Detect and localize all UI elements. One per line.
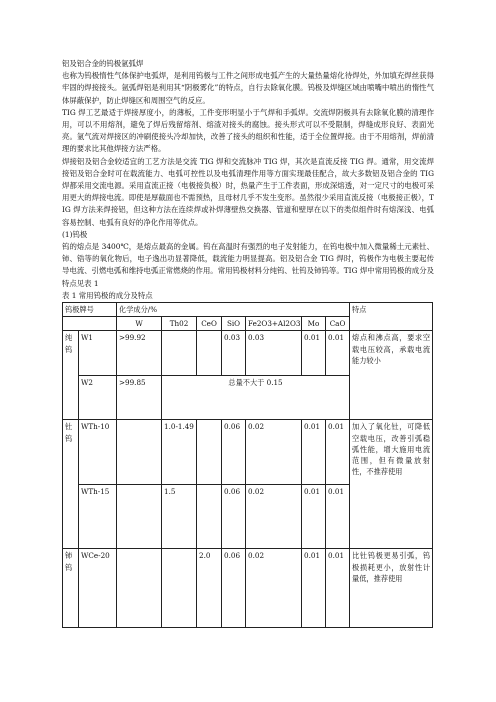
cell-fe: 0.02	[246, 484, 302, 549]
subheader-sio: SiO	[222, 317, 246, 331]
subheader-tho2: Th02	[162, 317, 197, 331]
group-pure-tungsten: 纯钨	[63, 331, 79, 420]
doc-title: 铝及铝合金的钨极氩弧焊	[62, 59, 144, 68]
paragraph-intro: 也称为钨极惰性气体保护电弧焊，是利用钨极与工件之间形成电弧产生的大量热量熔化待焊处，外加填充焊丝获得牢固的焊接接头。氩弧焊铝是利用其“阴极雾化”的特点，自行去除氧化膜。钨极及焊缝区域由喷嘴中喷出的惰性气体屏蔽保护，防止焊缝区和周围空气的反应。	[62, 71, 434, 105]
cell-w	[117, 549, 162, 628]
cell-w	[117, 484, 162, 549]
cell-fe: 0.02	[246, 549, 302, 628]
header-feature: 特点	[350, 303, 433, 331]
cell-grade: W1	[79, 331, 117, 376]
cell-sio: 0.06	[222, 484, 246, 549]
cell-mo: 0.01	[302, 549, 326, 628]
table-caption: 表 1 常用钨极的成分及特点	[62, 290, 153, 300]
document-page	[62, 58, 434, 628]
cell-fe: 0.03	[246, 331, 302, 376]
cell-ceo: 2.0	[197, 549, 222, 628]
feature-pure-tungsten: 熔点和沸点高，要求空载电压较高，承载电流能力较小	[350, 331, 433, 420]
cell-tho2	[162, 549, 197, 628]
cell-mo: 0.01	[302, 331, 326, 376]
cell-sio: 0.03	[222, 331, 246, 376]
cell-ceo	[197, 420, 222, 485]
subheader-mo: Mo	[302, 317, 326, 331]
cell-mo: 0.01	[302, 420, 326, 485]
cell-w: >99.92	[117, 331, 162, 376]
cell-cao: 0.01	[326, 549, 350, 628]
group-ceriated-tungsten: 铈钨	[63, 549, 79, 628]
table-row	[63, 331, 433, 376]
cell-grade: W2	[79, 375, 117, 420]
cell-cao: 0.01	[326, 331, 350, 376]
cell-tho2: 1.0-1.49	[162, 420, 197, 485]
cell-cao: 0.01	[326, 484, 350, 549]
subheader-cao: CaO	[326, 317, 350, 331]
section-heading-tungsten: (1)钨极	[62, 229, 88, 239]
subheader-w: W	[117, 317, 162, 331]
paragraph-tig-process: TIG 焊工艺最适于焊接厚度小，的薄板，工件变形明显小于气焊和手弧焊。交流焊阴极具有去除氧化膜的清理作用，可以不用熔剂，避免了焊后残留熔剂、熔渣对接头的腐蚀。接头形式可以不受限制，焊缝成形良好、表面光亮。氩气流对焊接区的冲刷使接头冷却加快，改善了接头的组织和性能，适于全位置焊接。由于不用熔剂，焊前清理的要求比其他焊接方法严格。	[62, 107, 434, 154]
table-row	[63, 549, 433, 628]
cell-fe: 0.02	[246, 420, 302, 485]
paragraph-tungsten: 钨的熔点是 3400℃，是熔点最高的金属。钨在高温时有强烈的电子发射能力，在钨电极中加入微量稀土元素钍、铈、锆等的氧化物后，电子逸出功显著降低，载流能力明显提高。铝及铝合金 TIG 焊时，钨极作为电极主要起传导电流、引燃电弧和维持电弧正常燃烧的作用。常用钨极材料分纯钨、钍钨及铈钨等。TIG 焊中常用钨极的成分及特点见表 1	[62, 242, 434, 288]
header-composition: 化学成分/%	[117, 303, 350, 317]
cell-w	[117, 420, 162, 485]
table-header-row	[63, 303, 433, 317]
paragraph-ac-dc: 焊接铝及铝合金较适宜的工艺方法是交流 TIG 焊和交流脉冲 TIG 焊，其次是直流反接 TIG 焊。通常，用交流焊接铝及铝合金时可在载流能力、电弧可控性以及电弧清理作用等方面实现最佳配合，故大多数铝及铝合金的 TIG 焊都采用交流电源。采用直流正接（电极接负极）时，热量产生于工件表面，形成深熔透，对一定尺寸的电极可采用更大的焊接电流。即使是厚截面也不需预热，且母材几乎不发生变形。虽然很少采用直流反接（电极接正极），TIG 焊方法来焊接铝，但这种方法在连续焊或补焊薄壁热交换器、管道和壁厚在以下的类似组件时有熔深浅、电弧容易控制、电弧有良好的净化作用等优点。	[62, 156, 434, 227]
group-thoriated-tungsten: 钍钨	[63, 420, 79, 549]
cell-mo: 0.01	[302, 484, 326, 549]
cell-w: >99.85	[117, 375, 162, 420]
cell-grade: WCe-20	[79, 549, 117, 628]
cell-cao: 0.01	[326, 420, 350, 485]
cell-sio: 0.06	[222, 420, 246, 485]
cell-grade: WTh-15	[79, 484, 117, 549]
cell-merged-total: 总量不大于 0.15	[162, 375, 350, 420]
electrode-composition-table	[62, 302, 433, 628]
cell-ceo	[197, 331, 222, 376]
cell-grade: WTh-10	[79, 420, 117, 485]
feature-ceriated-tungsten: 比钍钨极更易引弧，钨极损耗更小，放射性计量低，推荐使用	[350, 549, 433, 628]
cell-tho2: 1.5	[162, 484, 197, 549]
cell-tho2	[162, 331, 197, 376]
subheader-fe2o3-al2o3: Fe2O3+Al2O3	[246, 317, 302, 331]
cell-sio: 0.06	[222, 549, 246, 628]
subheader-ceo: CeO	[197, 317, 222, 331]
header-grade: 钨极牌号	[63, 303, 117, 317]
feature-thoriated-tungsten: 加入了氧化钍，可降低空载电压，改善引弧稳弧性能，增大施用电流范围，但有微量放射性，不推荐使用	[350, 420, 433, 549]
cell-ceo	[197, 484, 222, 549]
table-row	[63, 420, 433, 485]
